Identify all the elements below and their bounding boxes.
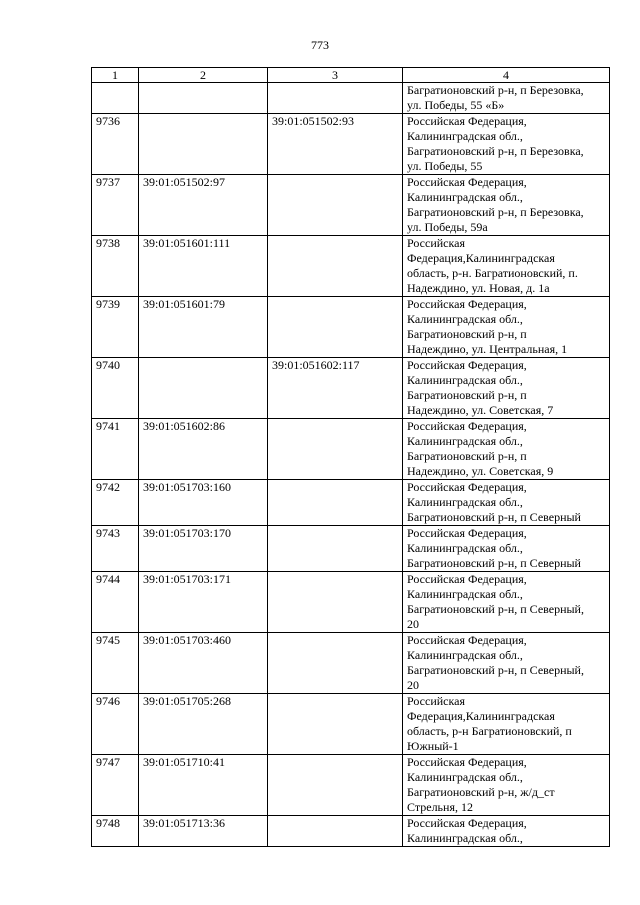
table-row (92, 297, 610, 358)
cadastral-number-cell: 39:01:051713:36 (139, 816, 268, 847)
row-number-cell: 9739 (92, 297, 139, 358)
address-line: Российская Федерация, (407, 633, 527, 647)
cadastral-number-cell: 39:01:051502:93 (268, 114, 403, 175)
cadastral-number-cell: 39:01:051703:160 (139, 480, 268, 526)
cadastral-number-cell (268, 83, 403, 114)
column-header-2: 2 (139, 68, 268, 83)
cadastral-number-cell (268, 526, 403, 572)
address-line: область, р-н. Багратионовский, п. (407, 266, 578, 280)
table-row (92, 694, 610, 755)
table-row (92, 236, 610, 297)
row-number-cell: 9737 (92, 175, 139, 236)
address-cell (403, 480, 610, 526)
address-line: Российская Федерация, (407, 114, 527, 128)
column-header-4: 4 (403, 68, 610, 83)
cadastral-number-cell (268, 175, 403, 236)
page-number: 773 (311, 38, 329, 52)
cadastral-number-cell: 39:01:051710:41 (139, 755, 268, 816)
cadastral-number-cell (268, 236, 403, 297)
cadastral-number-cell: 39:01:051602:117 (268, 358, 403, 419)
address-line: Калининградская обл., (407, 587, 523, 601)
address-line: Российская (407, 694, 465, 708)
address-line: 20 (407, 678, 419, 692)
address-line: Калининградская обл., (407, 434, 523, 448)
address-cell (403, 572, 610, 633)
address-line: ул. Победы, 55 «Б» (407, 98, 505, 112)
address-line: Багратионовский р-н, п Северный (407, 556, 581, 570)
row-number-cell: 9736 (92, 114, 139, 175)
cadastral-number-cell (268, 816, 403, 847)
address-line: 20 (407, 617, 419, 631)
address-cell (403, 297, 610, 358)
address-line: Калининградская обл., (407, 770, 523, 784)
table-row (92, 480, 610, 526)
address-line: Калининградская обл., (407, 831, 523, 845)
column-header-3: 3 (268, 68, 403, 83)
cadastral-number-cell: 39:01:051705:268 (139, 694, 268, 755)
address-line: область, р-н Багратионовский, п (407, 724, 572, 738)
address-cell (403, 358, 610, 419)
address-line: Российская Федерация, (407, 526, 527, 540)
address-line: Стрельня, 12 (407, 800, 473, 814)
table-row (92, 419, 610, 480)
address-cell (403, 419, 610, 480)
cadastral-number-cell (268, 755, 403, 816)
cadastral-number-cell (268, 480, 403, 526)
address-line: Багратионовский р-н, п Северный (407, 510, 581, 524)
cadastral-number-cell (268, 633, 403, 694)
row-number-cell: 9747 (92, 755, 139, 816)
header-row (92, 68, 610, 83)
address-line: Багратионовский р-н, ж/д_ст (407, 785, 555, 799)
cadastral-number-cell (268, 572, 403, 633)
cadastral-number-cell (268, 419, 403, 480)
cadastral-number-cell: 39:01:051703:171 (139, 572, 268, 633)
address-line: Багратионовский р-н, п (407, 388, 527, 402)
address-line: Надеждино, ул. Новая, д. 1а (407, 281, 550, 295)
table-row (92, 114, 610, 175)
address-cell (403, 175, 610, 236)
address-cell (403, 816, 610, 847)
address-line: ул. Победы, 59а (407, 220, 488, 234)
cadastral-number-cell (268, 694, 403, 755)
address-cell (403, 755, 610, 816)
address-cell (403, 633, 610, 694)
row-number-cell: 9741 (92, 419, 139, 480)
address-line: Калининградская обл., (407, 648, 523, 662)
table-row (92, 175, 610, 236)
address-line: Калининградская обл., (407, 373, 523, 387)
row-number-cell: 9745 (92, 633, 139, 694)
address-line: Калининградская обл., (407, 495, 523, 509)
table-row (92, 83, 610, 114)
address-line: Калининградская обл., (407, 541, 523, 555)
address-cell (403, 114, 610, 175)
address-line: Российская Федерация, (407, 755, 527, 769)
address-cell (403, 236, 610, 297)
address-line: Российская Федерация, (407, 297, 527, 311)
cadastral-number-cell: 39:01:051601:79 (139, 297, 268, 358)
row-number-cell: 9748 (92, 816, 139, 847)
cadastral-number-cell: 39:01:051601:111 (139, 236, 268, 297)
column-header-1: 1 (92, 68, 139, 83)
address-line: Российская Федерация, (407, 572, 527, 586)
address-line: Российская Федерация, (407, 358, 527, 372)
row-number-cell: 9740 (92, 358, 139, 419)
address-line: Багратионовский р-н, п Северный, (407, 602, 584, 616)
address-line: Российская Федерация, (407, 175, 527, 189)
row-number-cell: 9742 (92, 480, 139, 526)
address-line: Надеждино, ул. Советская, 9 (407, 464, 554, 478)
table-row (92, 526, 610, 572)
cadastral-number-cell (139, 83, 268, 114)
address-line: Надеждино, ул. Центральная, 1 (407, 342, 568, 356)
address-line: Южный-1 (407, 739, 459, 753)
address-line: Надеждино, ул. Советская, 7 (407, 403, 554, 417)
address-line: Багратионовский р-н, п (407, 327, 527, 341)
cadastral-number-cell (139, 358, 268, 419)
row-number-cell: 9738 (92, 236, 139, 297)
cadastral-number-cell: 39:01:051703:460 (139, 633, 268, 694)
address-line: Багратионовский р-н, п Березовка, (407, 144, 584, 158)
address-line: Багратионовский р-н, п (407, 449, 527, 463)
table-row (92, 755, 610, 816)
address-line: Российская Федерация, (407, 816, 527, 830)
address-cell (403, 83, 610, 114)
address-line: Багратионовский р-н, п Березовка, (407, 205, 584, 219)
table-row (92, 633, 610, 694)
address-line: Федерация,Калининградская (407, 251, 555, 265)
row-number-cell: 9744 (92, 572, 139, 633)
cadastral-number-cell: 39:01:051703:170 (139, 526, 268, 572)
address-line: Федерация,Калининградская (407, 709, 555, 723)
address-line: Российская Федерация, (407, 480, 527, 494)
row-number-cell: 9743 (92, 526, 139, 572)
address-line: Калининградская обл., (407, 190, 523, 204)
address-line: Калининградская обл., (407, 129, 523, 143)
address-line: Багратионовский р-н, п Северный, (407, 663, 584, 677)
cadastral-number-cell (268, 297, 403, 358)
address-line: ул. Победы, 55 (407, 159, 483, 173)
address-line: Калининградская обл., (407, 312, 523, 326)
table-row (92, 816, 610, 847)
address-line: Российская Федерация, (407, 419, 527, 433)
row-number-cell (92, 83, 139, 114)
row-number-cell: 9746 (92, 694, 139, 755)
address-line: Багратионовский р-н, п Березовка, (407, 83, 584, 97)
cadastral-number-cell (139, 114, 268, 175)
address-cell (403, 694, 610, 755)
address-line: Российская (407, 236, 465, 250)
cadastral-number-cell: 39:01:051602:86 (139, 419, 268, 480)
table-row (92, 358, 610, 419)
registry-table (91, 67, 610, 847)
table-row (92, 572, 610, 633)
address-cell (403, 526, 610, 572)
cadastral-number-cell: 39:01:051502:97 (139, 175, 268, 236)
